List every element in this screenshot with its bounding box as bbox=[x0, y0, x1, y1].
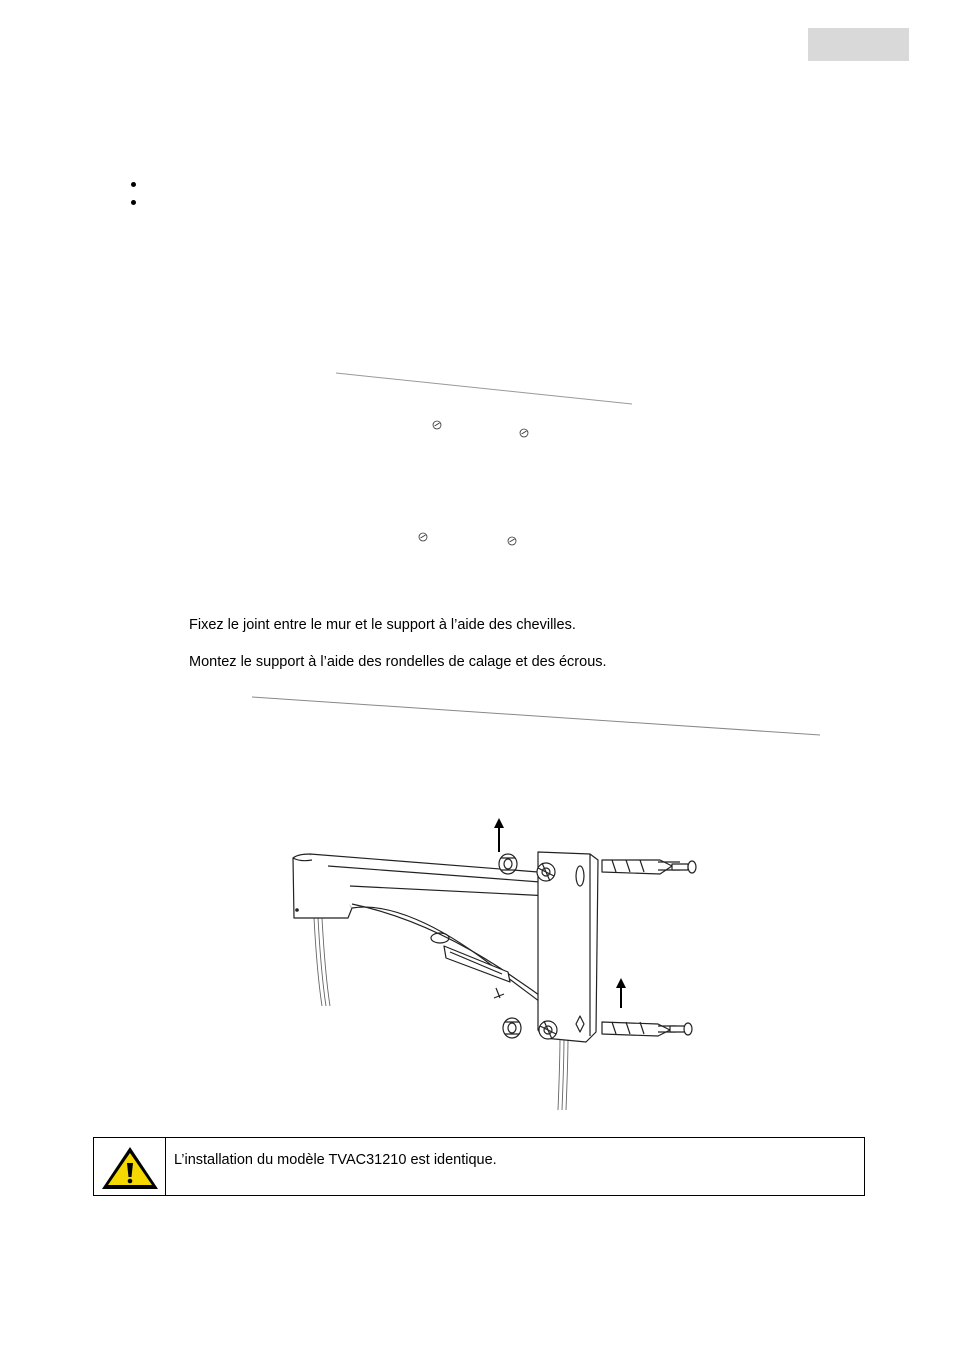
wall-anchor-icon bbox=[602, 860, 696, 874]
warning-icon-cell bbox=[94, 1138, 166, 1195]
wall-line bbox=[252, 697, 820, 735]
warning-note-text: L’installation du modèle TVAC31210 est identique. bbox=[174, 1152, 497, 1168]
washer-icon bbox=[499, 854, 517, 874]
screw-hole-icon bbox=[419, 533, 427, 541]
drilling-template-figure bbox=[320, 360, 650, 560]
screw-hole-icon bbox=[433, 421, 441, 429]
bullet-marker bbox=[131, 200, 136, 205]
wall-anchor-icon bbox=[602, 1022, 692, 1036]
warning-note bbox=[93, 1137, 865, 1196]
screw-hole-icon bbox=[508, 537, 516, 545]
step-text: Montez le support à l’aide des rondelles de calage et des écrous. bbox=[189, 654, 607, 670]
bullet-marker bbox=[131, 182, 136, 187]
wall-bracket-figure bbox=[240, 690, 840, 1115]
arrow-up-icon bbox=[494, 818, 504, 852]
step-text: Fixez le joint entre le mur et le support à l’aide des chevilles. bbox=[189, 617, 576, 633]
arrow-up-icon bbox=[616, 978, 626, 1008]
nut-icon bbox=[539, 1021, 557, 1039]
warning-triangle-icon bbox=[100, 1145, 160, 1191]
language-tab bbox=[808, 28, 909, 61]
nut-icon bbox=[537, 863, 555, 881]
wall-line bbox=[336, 373, 632, 404]
screw-hole-icon bbox=[520, 429, 528, 437]
washer-icon bbox=[503, 1018, 521, 1038]
